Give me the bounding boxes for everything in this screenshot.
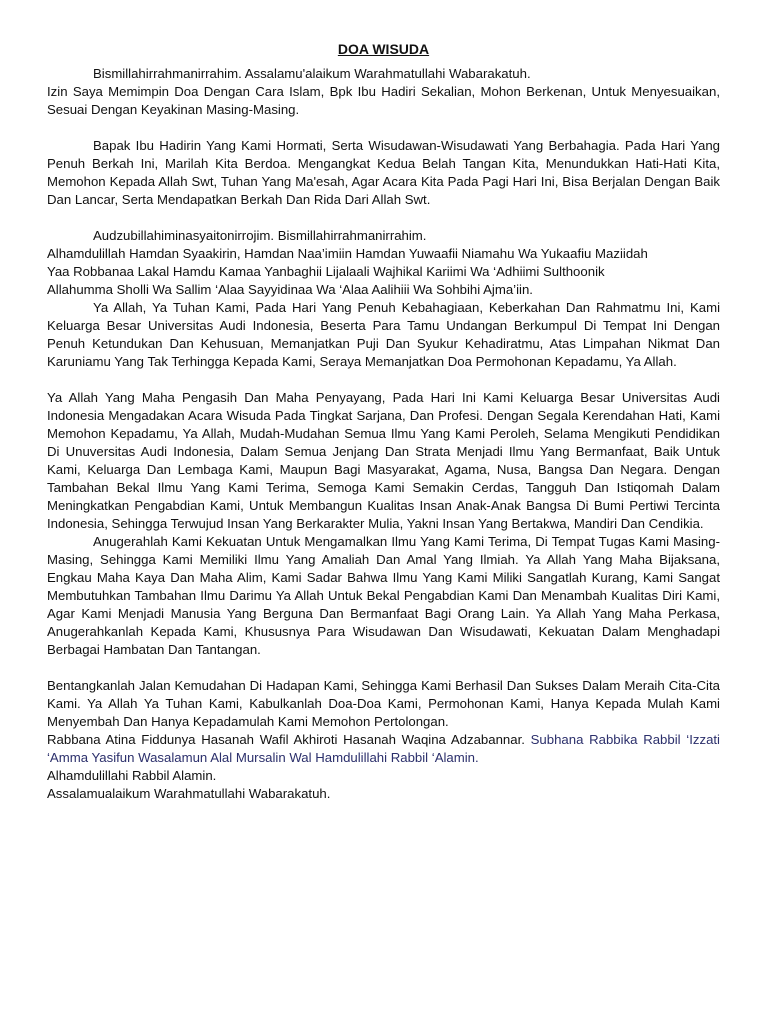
- paragraph-spacer: [47, 209, 720, 227]
- paragraph-rabbana: [47, 731, 720, 767]
- arabic-line-3: Yaa Robbanaa Lakal Hamdu Kamaa Yanbaghii Lijalaali Wajhikal Kariimi Wa ‘Adhiimi Sulthoonik: [47, 264, 605, 279]
- paragraph-invitation: Bapak Ibu Hadirin Yang Kami Hormati, Serta Wisudawan-Wisudawati Yang Berbahagia. Pada Hari Yang Penuh Berkah Ini, Marilah Kita Berdoa. Mengangkat Kedua Belah Tangan Kita, Menundukkan Hati-Hati Kita, Memohon Kepada Allah Swt, Tuhan Yang Ma'esah, Agar Acara Kita Pada Pagi Hari Ini, Bisa Berjalan Dengan Baik Dan Lancar, Serta Mendapatkan Berkah Dan Rida Dari Allah Swt.: [47, 138, 720, 207]
- document-body: [47, 40, 720, 803]
- arabic-line-4: Allahumma Sholli Wa Sallim ‘Alaa Sayyidinaa Wa ‘Alaa Aalihiii Wa Sohbihi Ajma’iin.: [47, 282, 533, 297]
- paragraph-prayer-ease: Bentangkanlah Jalan Kemudahan Di Hadapan Kami, Sehingga Kami Berhasil Dan Sukses Dalam Meraih Cita-Cita Kami. Ya Allah Ya Tuhan Kami, Kabulkanlah Doa-Doa Kami, Permohonan Kami, Hanya Kepada Mulah Kami Menyembah Dan Hanya Kepadamulah Kami Memohon Pertolongan.: [47, 678, 720, 729]
- opening-greeting: Bismillahirrahmanirrahim. Assalamu'alaikum Warahmatullahi Wabarakatuh.: [93, 66, 531, 81]
- paragraph-spacer: [47, 119, 720, 137]
- paragraph-gratitude: Ya Allah, Ya Tuhan Kami, Pada Hari Yang Penuh Kebahagiaan, Keberkahan Dan Rahmatmu Ini, Kami Keluarga Besar Universitas Audi Indonesia, Beserta Para Tamu Undangan Berkumpul Di Tempat Ini Dengan Penuh Ketundukan Dan Kehusuan, Memanjatkan Puji Dan Syukur Kehadiratmu, Atas Limpahan Nikmat Dan Karuniamu Yang Tak Terhingga Kepada Kami, Seraya Memanjatkan Doa Permohonan Kepadamu, Ya Allah.: [47, 300, 720, 369]
- paragraph-prayer-strength: Anugerahlah Kami Kekuatan Untuk Mengamalkan Ilmu Yang Kami Terima, Di Tempat Tugas Kami Masing-Masing, Sehingga Kami Memiliki Ilmu Yang Amaliah Dan Amal Yang Ilmiah. Ya Allah Yang Maha Bijaksana, Engkau Maha Kaya Dan Maha Alim, Kami Sadar Bahwa Ilmu Yang Kami Miliki Sangatlah Kurang, Kami Sangat Membutuhkan Tambahan Ilmu Darimu Ya Allah Untuk Bekal Pengabdian Kami Dan Menambah Kualitas Diri Kami, Agar Kami Menjadi Manusia Yang Berguna Dan Bermanfaat Bagi Orang Lain. Ya Allah Yang Maha Perkasa, Anugerahkanlah Kepada Kami, Khususnya Para Wisudawan Dan Wisudawati, Kekuatan Dalam Menghadapi Berbagai Hambatan Dan Tantangan.: [47, 534, 720, 657]
- closing-hamdalah: Alhamdulillahi Rabbil Alamin.: [47, 768, 217, 783]
- closing-salam: Assalamualaikum Warahmatullahi Wabarakatuh.: [47, 786, 331, 801]
- rabbana-text: Rabbana Atina Fiddunya Hasanah Wafil Akhiroti Hasanah Waqina Adzabannar.: [47, 732, 531, 747]
- opening-permission: Izin Saya Memimpin Doa Dengan Cara Islam, Bpk Ibu Hadiri Sekalian, Mohon Berkenan, Untuk Menyesuaikan, Sesuai Dengan Keyakinan Masing-Masing.: [47, 84, 720, 117]
- paragraph-prayer-knowledge: Ya Allah Yang Maha Pengasih Dan Maha Penyayang, Pada Hari Ini Kami Keluarga Besar Universitas Audi Indonesia Mengadakan Acara Wisuda Pada Tingkat Sarjana, Dan Profesi. Dengan Segala Kerendahan Hati, Kami Memohon Kepadamu, Ya Allah, Mudah-Mudahan Semua Ilmu Yang Kami Peroleh, Selama Mengikuti Pendidikan Di Unuversitas Audi Indonesia, Dalam Semua Jenjang Dan Strata Menjadi Ilmu Yang Bermanfaat, Baik Untuk Kami, Keluarga Dan Lembaga Kami, Maupun Bagi Masyarakat, Agama, Nusa, Bangsa Dan Negara. Dengan Tambahan Bekal Ilmu Yang Kami Terima, Semoga Kami Semakin Cerdas, Tangguh Dan Istiqomah Dalam Meningkatkan Pengabdian Kami, Untuk Membangun Kualitas Insan Anak-Anak Bangsa Di Bumi Pertiwi Tercinta Indonesia, Sehingga Terwujud Insan Yang Berkarakter Mulia, Yakni Insan Yang Bertakwa, Mandiri Dan Cendikia.: [47, 390, 720, 531]
- paragraph-spacer: [47, 659, 720, 677]
- arabic-line-2: Alhamdulillah Hamdan Syaakirin, Hamdan Naa’imiin Hamdan Yuwaafii Niamahu Wa Yukaafiu Maziidah: [47, 246, 648, 261]
- arabic-line-1: Audzubillahiminasyaitonirrojim. Bismillahirrahmanirrahim.: [93, 228, 427, 243]
- document-title: DOA WISUDA: [337, 41, 430, 57]
- paragraph-spacer: [47, 371, 720, 389]
- subhana-text: Subhana Rabbika Rabbil ‘Izzati ‘Amma Yasifun Wasalamun Alal Mursalin Wal Hamdulillahi Rabbil ‘Alamin.: [47, 732, 720, 765]
